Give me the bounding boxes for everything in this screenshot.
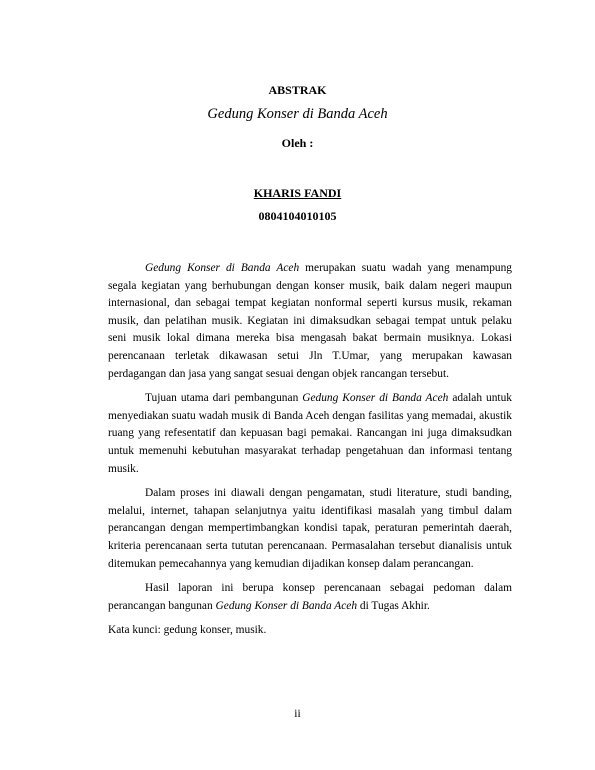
abstract-body: [108, 260, 512, 647]
document-title: Gedung Konser di Banda Aceh: [207, 106, 388, 122]
paragraph-2-after: adalah untuk menyediakan suatu wadah musik di Banda Aceh dengan fasilitas yang memadai, akustik ruang yang refesentatif dan kepuasan bagi pemakai. Rancangan ini juga dimaksudkan untuk memenuhi kebutuhan masyarakat terhadap pengetahuan dan informasi tentang musik.: [108, 392, 512, 475]
keywords: Kata kunci: gedung konser, musik.: [108, 624, 267, 637]
section-heading: ABSTRAK: [268, 83, 327, 97]
paragraph-4-before: Hasil laporan ini berupa konsep perencanaan sebagai pedoman dalam perancangan bangunan: [108, 582, 512, 612]
paragraph-2-before: Tujuan utama dari pembangunan: [145, 392, 303, 405]
paragraph-3: Dalam proses ini diawali dengan pengamatan, studi literature, studi banding, melalui, internet, tahapan selanjutnya yaitu identifikasi masalah yang timbul dalam perancangan dengan mempertimbangkan kondisi tapak, peraturan pemerintah daerah, kriteria perencanaan serta tututan perencanaan. Permasalahan tersebut dianalisis untuk ditemukan pemecahannya yang kemudian dijadikan konsep dalam perancangan.: [108, 487, 512, 570]
paragraph-4: [108, 580, 512, 615]
paragraph-4-italic: Gedung Konser di Banda Aceh: [215, 599, 358, 612]
page-number: ii: [294, 708, 301, 720]
paragraph-4-after: di Tugas Akhir.: [357, 599, 430, 612]
paragraph-1: [108, 260, 512, 383]
author-name: KHARIS FANDI: [253, 186, 342, 200]
paragraph-2-italic: Gedung Konser di Banda Aceh: [302, 392, 449, 405]
paragraph-2: [108, 390, 512, 478]
student-id: 0804104010105: [258, 209, 337, 223]
paragraph-1-text: merupakan suatu wadah yang menampung segala kegiatan yang berhubungan dengan konser musik, baik dalam negeri maupun internasional, dan sebagai tempat kegiatan nonformal seperti kursus musik, rekaman musik, dan pelatihan musik. Kegiatan ini dimaksudkan sebagai tempat untuk pelaku seni musik lokal dimana mereka bisa mengasah bakat bermain musiknya. Lokasi perencanaan terletak dikawasan setui Jln T.Umar, yang merupakan kawasan perdagangan dan jasa yang sangat sesuai dengan objek rancangan tersebut.: [108, 262, 512, 380]
by-label: Oleh :: [281, 136, 314, 150]
paragraph-1-italic: Gedung Konser di Banda Aceh: [145, 262, 300, 274]
